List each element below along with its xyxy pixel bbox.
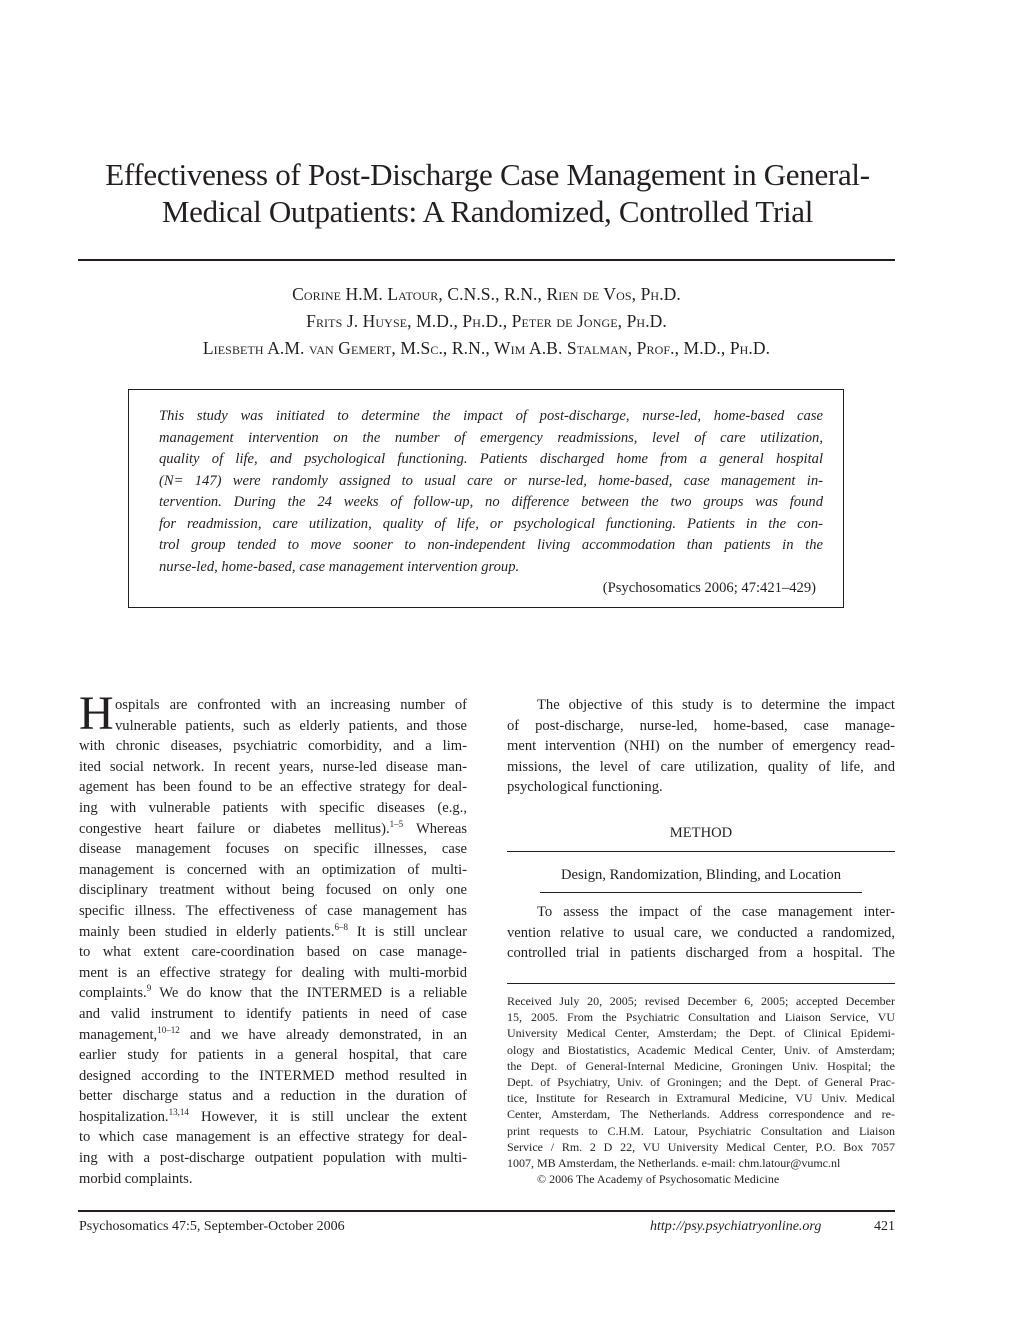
body-line: management is concerned with an optimization of multi- (79, 861, 467, 878)
copyright-line: © 2006 The Academy of Psychosomatic Medicine (537, 1172, 780, 1187)
text-run: We do know that the INTERMED is a reliable (151, 985, 467, 1002)
body-line: disease management focuses on specific illnesses, case (79, 841, 467, 858)
subsection-rule (540, 892, 862, 893)
body-line: vention relative to usual care, we conducted a randomized, (507, 924, 895, 941)
footnote-line: print requests to C.H.M. Latour, Psychiatric Consultation and Liaison (507, 1123, 895, 1138)
body-line: to what extent care-coordination based on case manage- (79, 944, 467, 961)
footer-rule (78, 1210, 895, 1212)
article-title (60, 156, 915, 230)
text-run: However, it is still unclear the extent (188, 1108, 467, 1125)
body-line: specific illness. The effectiveness of case management has (79, 902, 467, 919)
author-line: Frits J. Huyse, M.D., Ph.D., Peter de Jonge, Ph.D. (306, 311, 667, 331)
author-line: Liesbeth A.M. van Gemert, M.Sc., R.N., Wim A.B. Stalman, Prof., M.D., Ph.D. (202, 338, 771, 358)
abstract-line: nurse-led, home-based, case management intervention group. (159, 558, 520, 575)
drop-cap: H (79, 687, 114, 740)
right-column-method (507, 902, 895, 964)
citation-ref: 13,14 (168, 1106, 189, 1117)
footnote-line: Received July 20, 2005; revised December 6, 2005; accepted December (507, 994, 895, 1008)
citation-ref: 10–12 (157, 1024, 180, 1035)
footnote-line: University Medical Center, Amsterdam; the Dept. of Clinical Epidemi- (507, 1026, 895, 1041)
author-list (78, 281, 895, 362)
abstract-text (159, 406, 823, 578)
footnote-line: Dept. of Psychiatry, Univ. of Groningen; and the Dept. of General Prac- (507, 1075, 895, 1090)
abstract-line: trol group tended to move sooner to non-independent living accommodation than patients in the (159, 537, 823, 553)
footnote-line: ology and Biostatistics, Academic Medical Center, Univ. of Amsterdam; (507, 1042, 895, 1057)
body-line: and valid instrument to identify patients in need of case (79, 1005, 467, 1022)
body-line: disciplinary treatment without being focused on only one (79, 882, 467, 899)
journal-url[interactable]: http://psy.psychiatryonline.org (650, 1219, 822, 1234)
footnote-line: 15, 2005. From the Psychiatric Consultation and Liaison Service, VU (507, 1010, 895, 1025)
abstract-box (128, 389, 844, 608)
body-line: controlled trial in patients discharged from a hospital. The (507, 945, 895, 962)
section-heading-method: METHOD (669, 825, 733, 841)
author-line: Corine H.M. Latour, C.N.S., R.N., Rien de Vos, Ph.D. (292, 284, 681, 304)
text-run: and we have already demonstrated, in an (179, 1026, 467, 1043)
body-line: ited social network. In recent years, nurse-led disease man- (79, 758, 467, 775)
body-line: designed according to the INTERMED method resulted in (79, 1067, 467, 1084)
footnote-line: the Dept. of General-Internal Medicine, Groningen Univ. Hospital; the (507, 1058, 895, 1073)
body-line: The objective of this study is to determine the impact (537, 697, 895, 713)
footnote-rule (507, 983, 895, 984)
title-line: Effectiveness of Post-Discharge Case Management in General- (105, 157, 870, 192)
article-footnote (507, 993, 895, 1187)
body-line: to which case management is an effective strategy for deal- (79, 1129, 467, 1146)
body-line: ment is an effective strategy for dealing with multi-morbid (79, 964, 467, 981)
body-line: with chronic diseases, psychiatric comorbidity, and a lim- (79, 738, 467, 755)
body-line: better discharge status and a reduction in the duration of (79, 1088, 467, 1105)
body-line: morbid complaints. (79, 1170, 193, 1187)
footnote-line: 1007, MB Amsterdam, the Netherlands. e-mail: chm.latour@vumc.nl (507, 1156, 841, 1171)
footnote-line: Center, Amsterdam, The Netherlands. Address correspondence and re- (507, 1107, 895, 1122)
text-run: congestive heart failure or diabetes mellitus). (79, 820, 390, 837)
abstract-line: management intervention on the number of emergency readmissions, level of care utilization, (159, 429, 823, 446)
body-line: earlier study for patients in a general hospital, that care (79, 1047, 467, 1064)
title-line: Medical Outpatients: A Randomized, Controlled Trial (161, 194, 814, 229)
text-run: management, (79, 1026, 158, 1043)
body-line (79, 1025, 467, 1046)
body-line: ing with a post-discharge outpatient population with multi- (79, 1150, 467, 1167)
body-line: missions, the level of care utilization, quality of life, and (507, 758, 895, 775)
subsection-heading: Design, Randomization, Blinding, and Location (560, 867, 842, 883)
body-line: agement has been found to be an effective strategy for deal- (79, 779, 467, 796)
text-run: mainly been studied in elderly patients. (79, 923, 335, 940)
body-line: vulnerable patients, such as elderly patients, and those (115, 717, 467, 734)
abstract-line: quality of life, and psychological functioning. Patients discharged home from a general hospital (159, 451, 823, 467)
body-line: of post-discharge, nurse-led, home-based, case manage- (507, 717, 895, 734)
left-column (79, 687, 467, 1189)
abstract-line: (N= 147) were randomly assigned to usual care or nurse-led, home-based, case management in- (159, 472, 823, 489)
body-line (79, 983, 467, 1004)
abstract-line: tervention. During the 24 weeks of follow-up, no difference between the two groups was found (159, 494, 823, 510)
footnote-line: tice, Institute for Research in Extramural Medicine, VU Univ. Medical (507, 1091, 895, 1106)
body-line: ing with vulnerable patients with specific diseases (e.g., (79, 799, 467, 816)
right-column-intro (507, 695, 895, 798)
title-rule (78, 259, 895, 261)
body-line: psychological functioning. (507, 779, 663, 796)
body-line: ment intervention (NHI) on the number of emergency read- (507, 738, 895, 755)
text-run: Whereas (403, 820, 467, 837)
footnote-line: Service / Rm. 2 D 22, VU University Medical Center, P.O. Box 7057 (507, 1139, 895, 1154)
text-run: hospitalization. (79, 1108, 169, 1125)
citation-ref: 9 (146, 983, 152, 994)
journal-issue: Psychosomatics 47:5, September-October 2006 (79, 1219, 345, 1234)
page-number: 421 (874, 1219, 895, 1234)
body-line: ospitals are confronted with an increasing number of (115, 697, 467, 713)
body-line (79, 922, 467, 943)
abstract-line: This study was initiated to determine the impact of post-discharge, nurse-led, home-based case (159, 408, 823, 424)
journal-citation: (Psychosomatics 2006; 47:421–429) (602, 580, 816, 596)
body-line (79, 1107, 467, 1128)
text-run: complaints. (79, 985, 147, 1002)
citation-ref: 1–5 (389, 818, 404, 829)
body-line: To assess the impact of the case management inter- (537, 904, 895, 920)
body-line (79, 819, 467, 840)
section-rule (507, 851, 895, 852)
text-run: It is still unclear (348, 923, 467, 940)
abstract-line: for readmission, care utilization, quality of life, or psychological functioning. Patients in the con- (159, 515, 823, 532)
citation-ref: 6–8 (334, 921, 349, 932)
